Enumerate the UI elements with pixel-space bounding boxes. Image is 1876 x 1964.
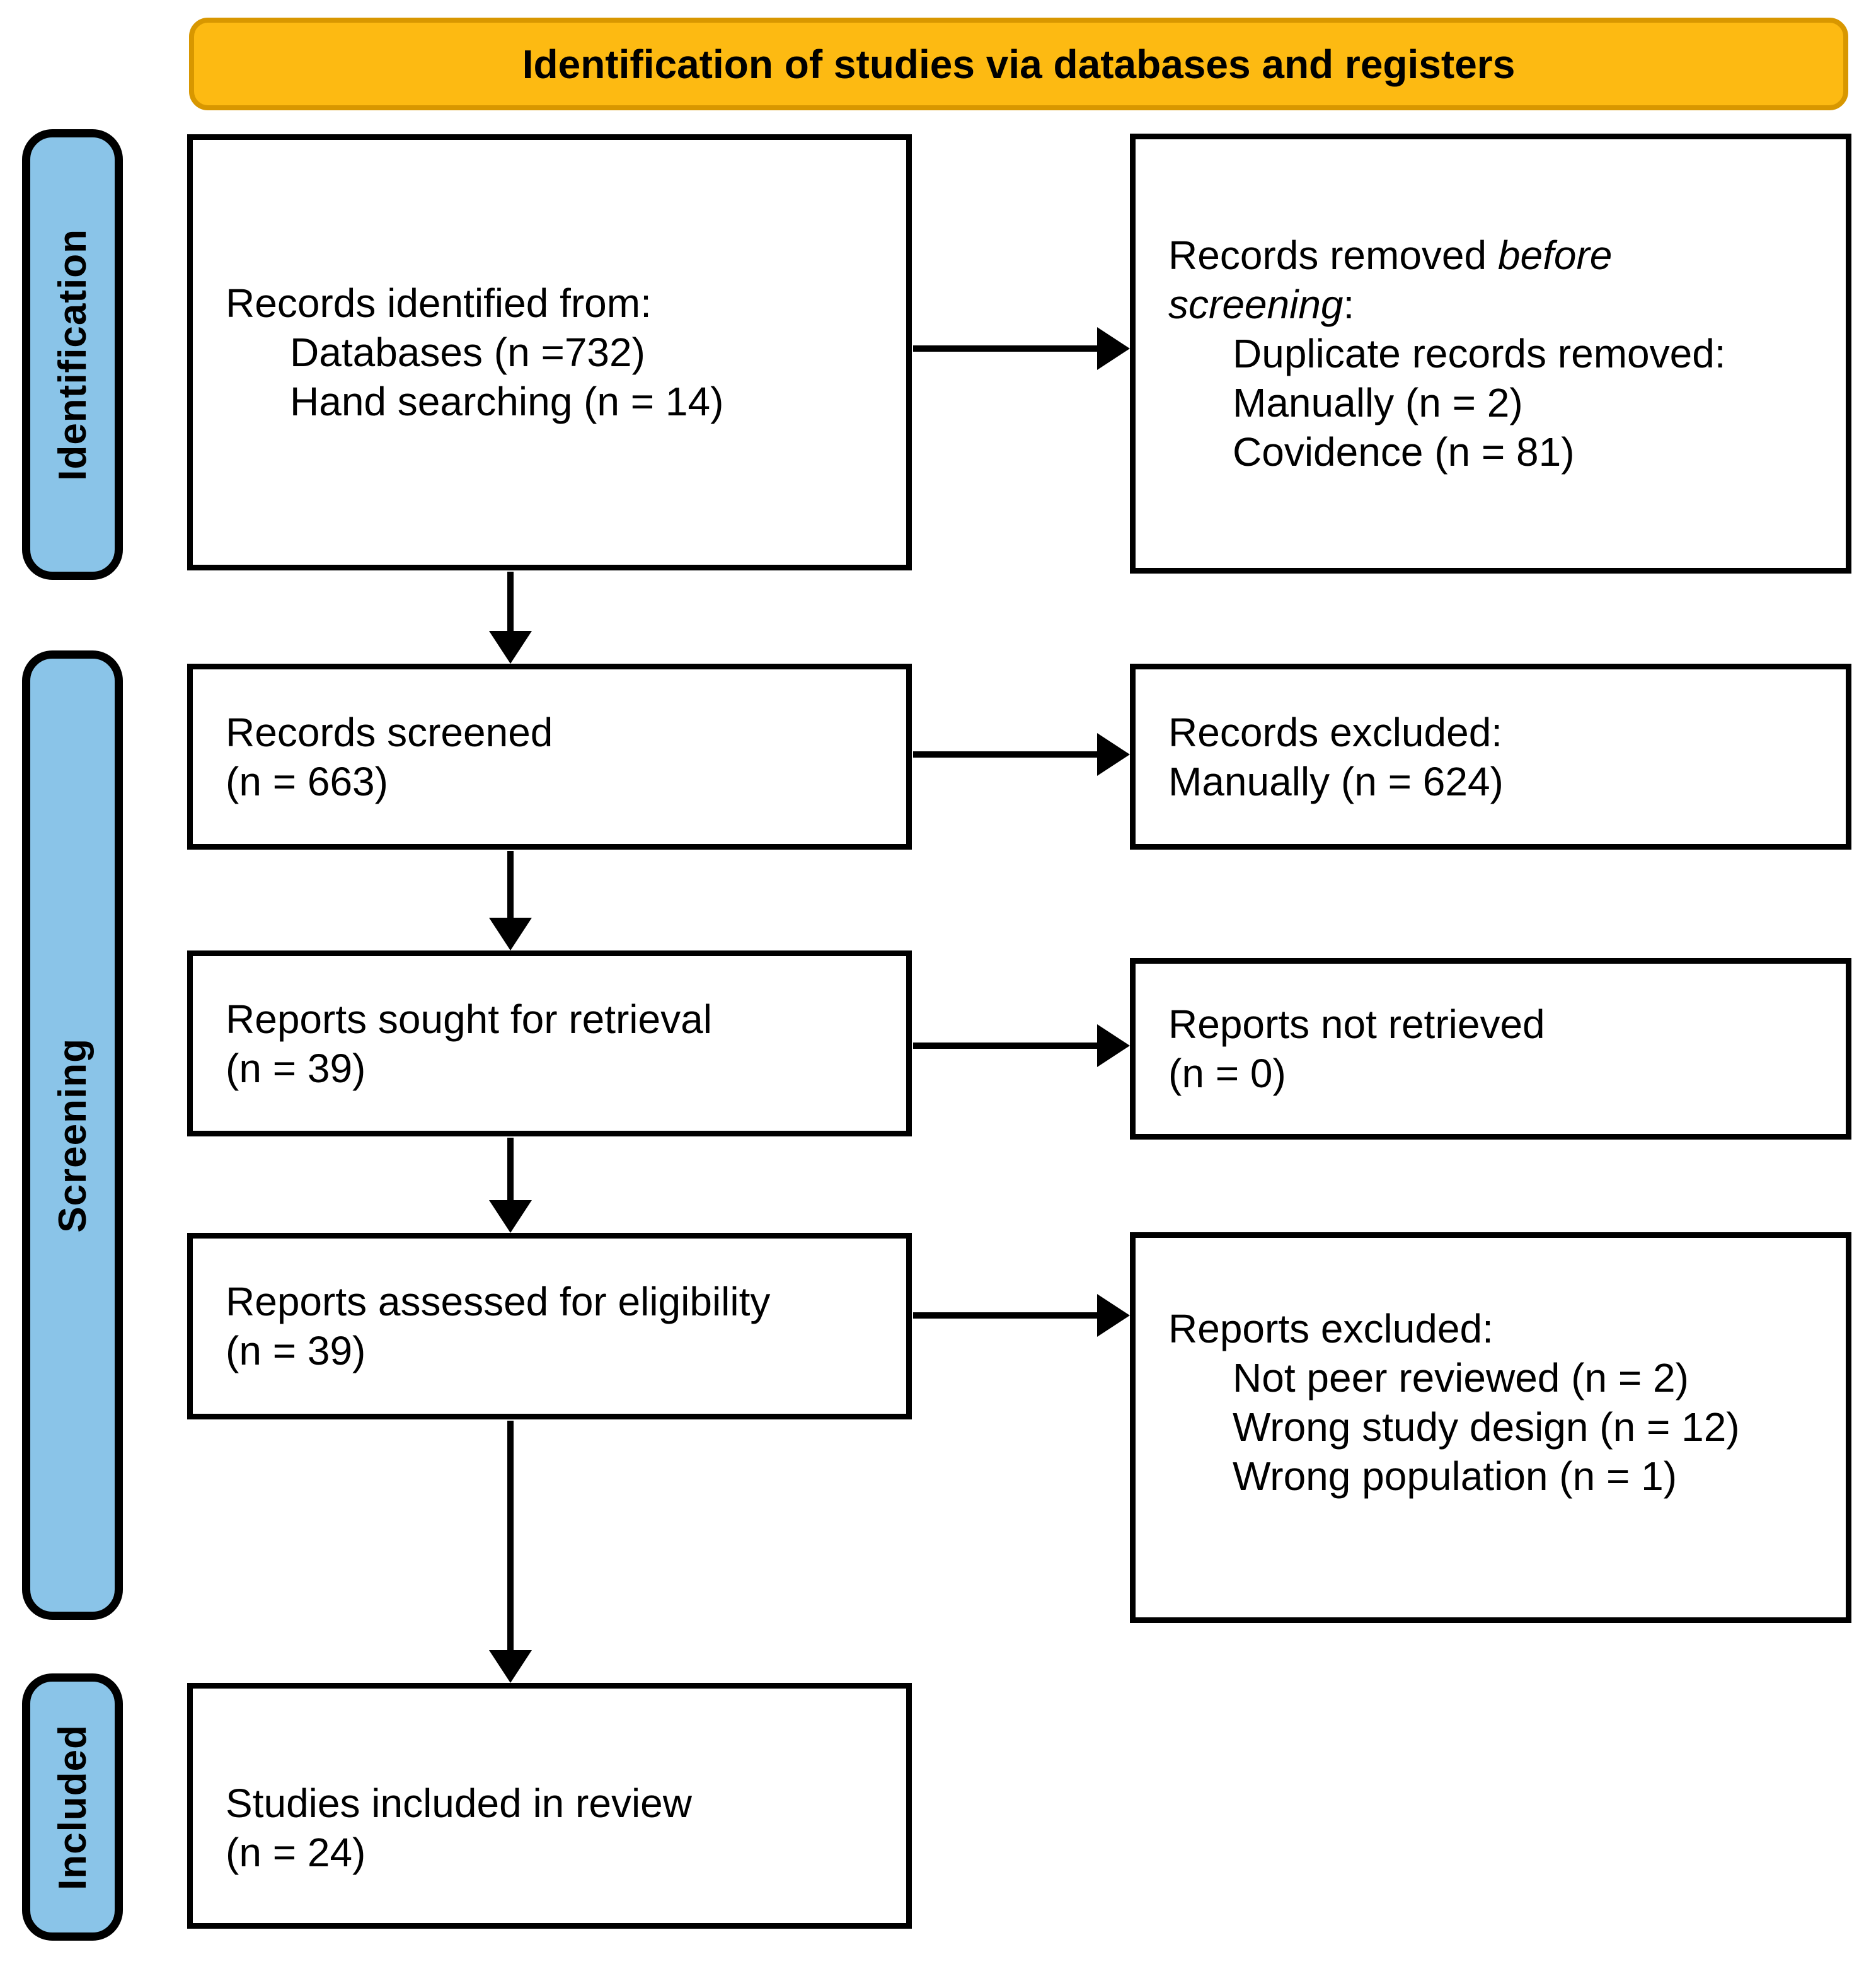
arrow-head-right-icon xyxy=(1097,327,1130,370)
box-line xyxy=(1168,280,1828,329)
box-line: Covidence (n = 81) xyxy=(1233,429,1575,475)
box-line-text: : xyxy=(1343,282,1355,327)
box-line: Reports assessed for eligibility xyxy=(226,1279,771,1324)
box-line: (n = 0) xyxy=(1168,1051,1286,1096)
arrow-identified-to-screened xyxy=(489,572,532,664)
records-removed-box xyxy=(1130,134,1851,574)
studies-included-box xyxy=(187,1683,912,1929)
box-line: Duplicate records removed: xyxy=(1233,331,1726,376)
records-excluded-box xyxy=(1130,664,1851,850)
box-line: (n = 663) xyxy=(226,758,388,804)
records-screened-box xyxy=(187,664,912,850)
arrow-shaft xyxy=(507,1421,514,1658)
arrow-head-right-icon xyxy=(1097,1024,1130,1067)
phase-label-screening: Screening xyxy=(50,1037,95,1233)
reports-sought-box xyxy=(187,950,912,1136)
arrow-shaft xyxy=(913,1312,1105,1319)
records-identified-box xyxy=(187,134,912,570)
arrow-shaft xyxy=(913,751,1105,758)
arrow-sought-to-not-retrieved xyxy=(913,1024,1130,1067)
reports-not-retrieved-box xyxy=(1130,958,1851,1140)
box-line: Records excluded: xyxy=(1168,709,1503,755)
arrow-shaft xyxy=(507,1138,514,1208)
box-line-text-italic: before xyxy=(1497,233,1613,278)
box-line: Manually (n = 2) xyxy=(1233,380,1523,425)
arrow-identified-to-removed xyxy=(913,327,1130,370)
banner xyxy=(189,18,1848,110)
arrow-shaft xyxy=(913,1043,1105,1049)
banner-label: Identification of studies via databases and registers xyxy=(522,41,1516,87)
arrow-shaft xyxy=(507,572,514,638)
box-line: (n = 39) xyxy=(226,1045,366,1091)
reports-excluded-box xyxy=(1130,1232,1851,1623)
box-line: (n = 24) xyxy=(226,1830,366,1875)
arrow-screened-to-excluded xyxy=(913,733,1130,776)
phase-pill-included xyxy=(22,1673,123,1941)
arrow-assessed-to-reports-excluded xyxy=(913,1294,1130,1337)
arrow-sought-to-assessed xyxy=(489,1138,532,1233)
box-line: (n = 39) xyxy=(226,1328,366,1373)
arrow-assessed-to-included xyxy=(489,1421,532,1683)
box-line xyxy=(1168,231,1828,280)
box-line: Records screened xyxy=(226,709,553,755)
box-line: Studies included in review xyxy=(226,1781,692,1826)
arrow-head-down-icon xyxy=(489,918,532,950)
box-line-text-italic: screening xyxy=(1168,282,1344,327)
box-line: Hand searching (n = 14) xyxy=(290,379,724,424)
arrow-head-down-icon xyxy=(489,1200,532,1233)
box-line: Reports excluded: xyxy=(1168,1306,1493,1351)
box-line: Manually (n = 624) xyxy=(1168,758,1504,804)
box-line: Databases (n =732) xyxy=(290,330,645,375)
box-line: Reports sought for retrieval xyxy=(226,996,712,1042)
arrow-head-right-icon xyxy=(1097,733,1130,776)
phase-pill-identification xyxy=(22,129,123,580)
arrow-head-down-icon xyxy=(489,631,532,664)
arrow-shaft xyxy=(507,851,514,925)
arrow-shaft xyxy=(913,345,1105,352)
phase-label-identification: Identification xyxy=(50,228,95,481)
box-line-text: Records removed xyxy=(1168,233,1498,278)
box-line: Not peer reviewed (n = 2) xyxy=(1233,1355,1689,1401)
box-line: Reports not retrieved xyxy=(1168,1002,1545,1047)
box-line: Records identified from: xyxy=(226,280,652,326)
phase-label-included: Included xyxy=(50,1724,95,1890)
phase-pill-screening xyxy=(22,650,123,1620)
box-line: Wrong study design (n = 12) xyxy=(1233,1404,1740,1450)
box-line: Wrong population (n = 1) xyxy=(1233,1453,1677,1499)
reports-assessed-box xyxy=(187,1233,912,1419)
arrow-head-down-icon xyxy=(489,1650,532,1683)
arrow-head-right-icon xyxy=(1097,1294,1130,1337)
arrow-screened-to-sought xyxy=(489,851,532,950)
